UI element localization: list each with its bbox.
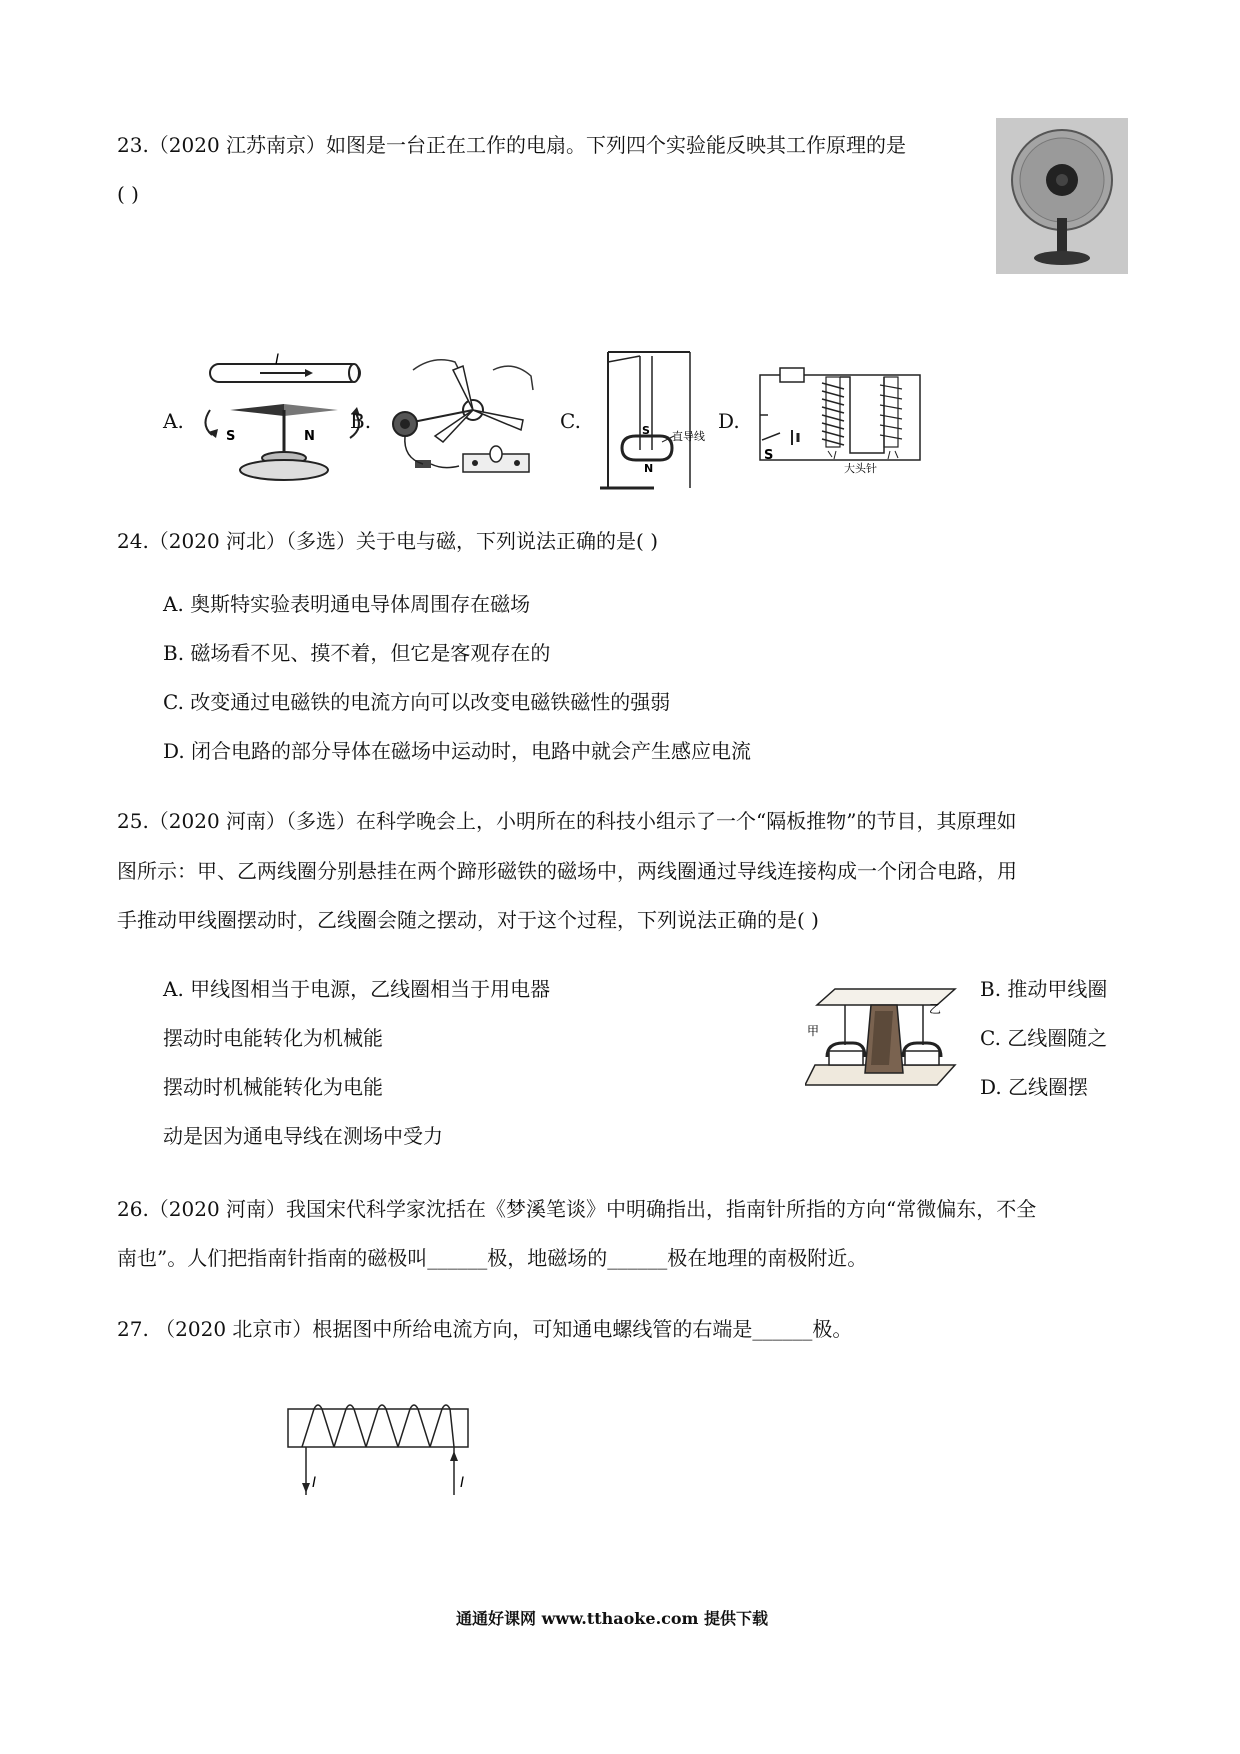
q25-option-d: D. 乙线圈摆 [980, 1075, 1089, 1099]
q24-option-b: B. 磁场看不见、摸不着，但它是客观存在的 [163, 641, 551, 665]
generator-fan-figure [383, 350, 553, 485]
jia-label: 甲 [807, 1024, 820, 1038]
straight-wire-figure [590, 340, 730, 495]
yi-label: 乙 [929, 1002, 942, 1016]
q24-option-a: A. 奥斯特实验表明通电导体周围存在磁场 [163, 592, 531, 616]
q23-stem: 23.（2020 江苏南京）如图是一台正在工作的电扇。下列四个实验能反映其工作原理的是 [117, 133, 907, 157]
q25-option-c: C. 乙线圈随之 [980, 1026, 1108, 1050]
q25-option-b: B. 推动甲线圈 [980, 977, 1108, 1001]
solenoid-figure [270, 1395, 480, 1505]
q25-option-d-cont: 动是因为通电导线在测场中受力 [163, 1124, 443, 1148]
q25-option-c-cont: 摆动时机械能转化为电能 [163, 1075, 383, 1099]
current-label-a: I [275, 352, 280, 368]
q27-stem: 27. （2020 北京市）根据图中所给电流方向，可知通电螺线管的右端是______极。 [117, 1317, 853, 1341]
q26-line-1: 26.（2020 河南）我国宋代科学家沈括在《梦溪笔谈》中明确指出，指南针所指的方向“常微偏东，不全 [117, 1197, 1037, 1221]
q24-stem: 24.（2020 河北）（多选）关于电与磁，下列说法正确的是( ) [117, 529, 659, 553]
q25-stem-line-3: 手推动甲线圈摆动时，乙线圈会随之摆动，对于这个过程，下列说法正确的是( ) [117, 908, 819, 932]
electromagnet-figure [750, 355, 930, 475]
q25-option-b-cont: 摆动时电能转化为机械能 [163, 1026, 383, 1050]
n-label-c: N [644, 462, 654, 475]
q23-option-d: D. [718, 409, 740, 433]
q24-option-c: C. 改变通过电磁铁的电流方向可以改变电磁铁磁性的强弱 [163, 690, 671, 714]
q23-paren: ( ) [117, 182, 139, 206]
q25-option-a: A. 甲线图相当于电源，乙线圈相当于用电器 [163, 977, 551, 1001]
s-label-c: S [642, 424, 650, 437]
q26-line-2: 南也”。人们把指南针指南的磁极叫______极，地磁场的______极在地理的南极附近。 [117, 1246, 868, 1270]
fan-photo [996, 118, 1128, 274]
footer-source: 通通好课网 www.tthaoke.com 提供下载 [456, 1609, 769, 1628]
q25-stem-line-1: 25.（2020 河南）（多选）在科学晚会上，小明所在的科技小组示了一个“隔板推物”的节目，其原理如 [117, 809, 1017, 833]
pins-label-d: 大头针 [844, 462, 877, 475]
oersted-figure [200, 350, 370, 485]
partition-coils-figure [805, 985, 963, 1087]
switch-label-d: S [764, 448, 774, 463]
current-label-right: I [460, 1475, 465, 1491]
current-label-left: I [312, 1475, 317, 1491]
q23-option-c: C. [560, 409, 581, 433]
q25-stem-line-2: 图所示：甲、乙两线圈分别悬挂在两个蹄形磁铁的磁场中，两线圈通过导线连接构成一个闭合电路，用 [117, 859, 1017, 883]
q23-option-b: B. [350, 409, 372, 433]
q23-option-a: A. [163, 409, 184, 433]
q24-option-d: D. 闭合电路的部分导体在磁场中运动时，电路中就会产生感应电流 [163, 739, 752, 763]
s-label-a: S [226, 429, 236, 444]
wire-label-c: 直导线 [672, 430, 705, 443]
n-label-a: N [304, 429, 315, 444]
